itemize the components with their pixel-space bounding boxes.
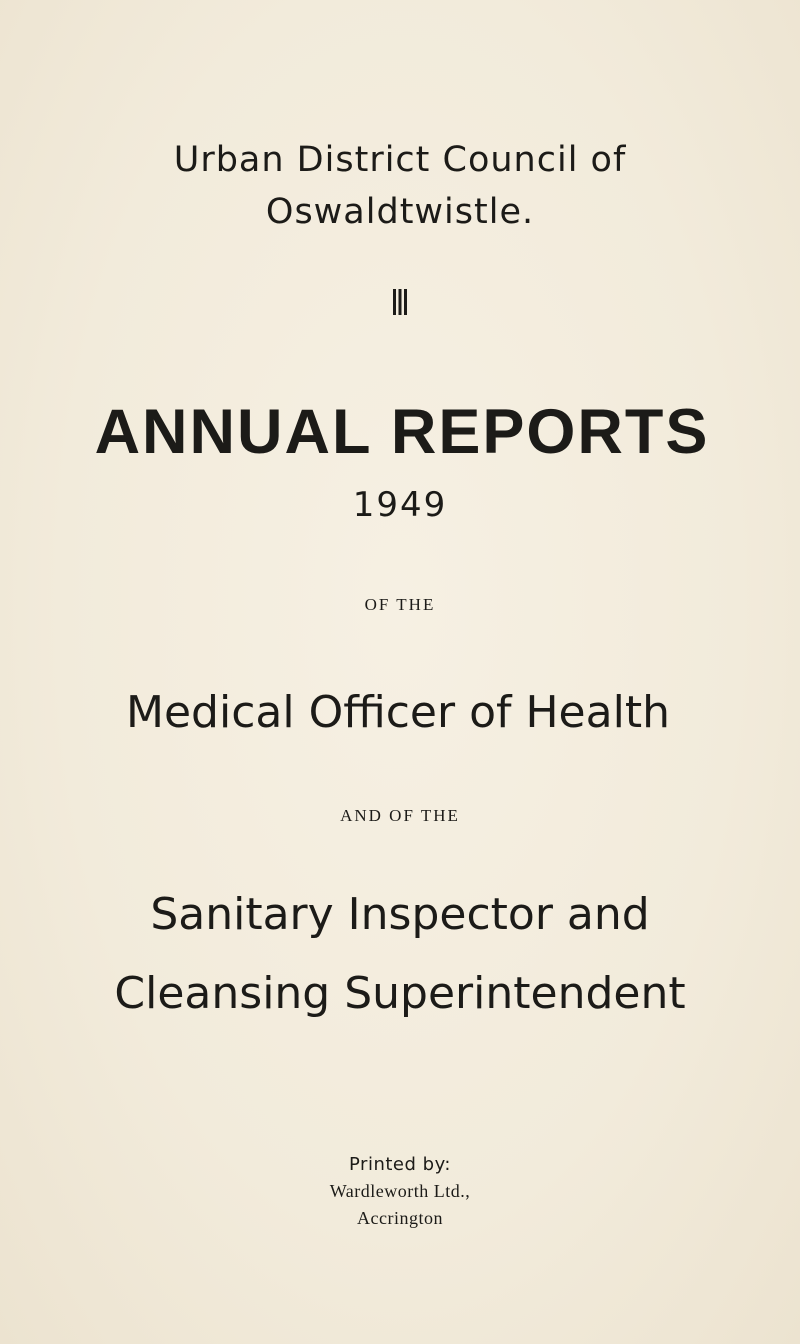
printer-name: Wardleworth Ltd., bbox=[329, 1181, 471, 1201]
report-year: 1949 bbox=[352, 485, 448, 525]
report-title: ANNUAL REPORTS bbox=[94, 397, 710, 467]
council-name-line-2: Oswaldtwistle. bbox=[265, 192, 535, 232]
council-name-line-1: Urban District Council of bbox=[173, 140, 627, 180]
sanitary-inspector-heading: Sanitary Inspector and bbox=[150, 889, 650, 940]
of-the-label: OF THE bbox=[364, 595, 436, 614]
printed-by-label: Printed by: bbox=[349, 1154, 451, 1175]
medical-officer-heading: Medical Officer of Health bbox=[126, 687, 670, 738]
and-of-the-label: AND OF THE bbox=[340, 806, 460, 825]
triple-rule-ornament-icon bbox=[392, 289, 408, 315]
printer-location: Accrington bbox=[357, 1208, 443, 1228]
cleansing-superintendent-heading: Cleansing Superintendent bbox=[114, 968, 686, 1019]
